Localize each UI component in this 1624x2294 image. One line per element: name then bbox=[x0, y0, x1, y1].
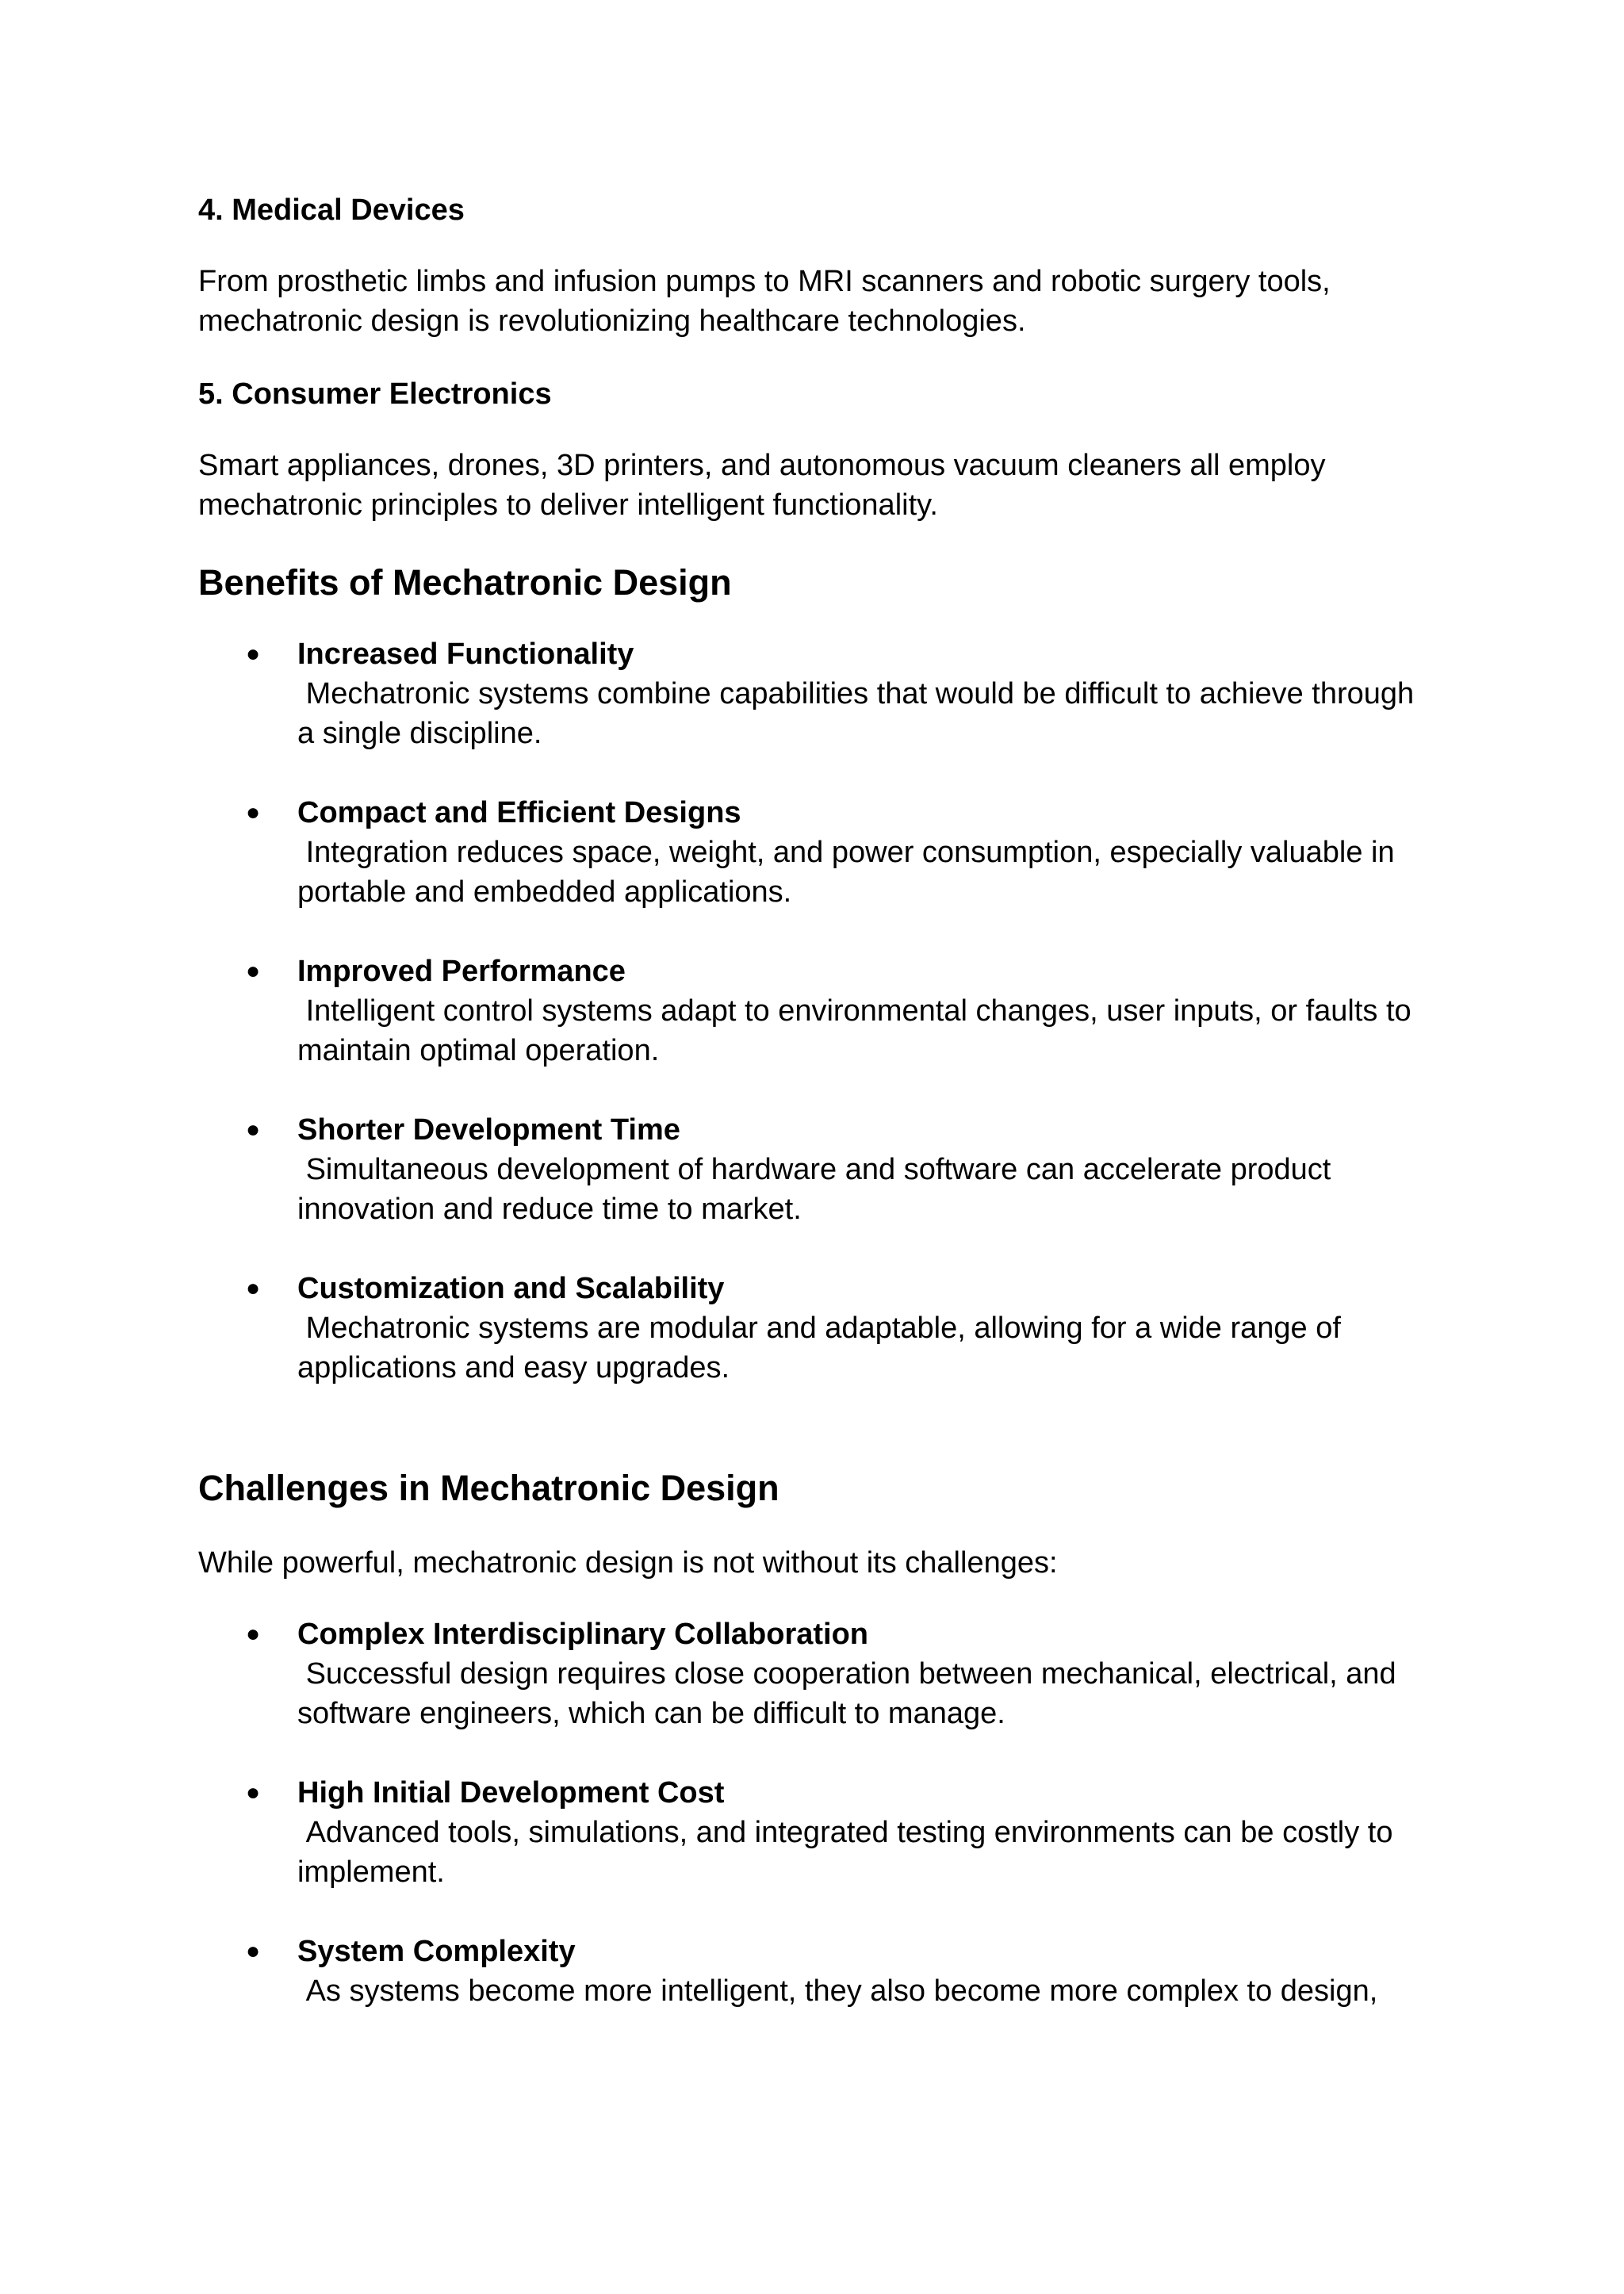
list-item bbox=[198, 1773, 1435, 1892]
benefits-list bbox=[198, 634, 1435, 1388]
consumer-electronics-heading: 5. Consumer Electronics bbox=[198, 377, 552, 411]
challenges-intro: While powerful, mechatronic design is not without its challenges: bbox=[198, 1546, 1058, 1580]
bullet-icon: ● bbox=[246, 1938, 261, 1964]
bullet-icon: ● bbox=[246, 1116, 261, 1143]
list-item bbox=[198, 1110, 1435, 1229]
list-item-text: Mechatronic systems are modular and adaptable, allowing for a wide range of applications and easy upgrades. bbox=[297, 1312, 1350, 1384]
list-item bbox=[198, 793, 1435, 912]
list-item bbox=[198, 1614, 1435, 1733]
list-item-text: Integration reduces space, weight, and power consumption, especially valuable in portable and embedded applications. bbox=[297, 836, 1404, 909]
bullet-icon: ● bbox=[246, 1779, 261, 1806]
list-item-text: Successful design requires close cooperation between mechanical, electrical, and software engineers, which can be difficult to manage. bbox=[297, 1657, 1405, 1730]
medical-devices-heading: 4. Medical Devices bbox=[198, 193, 465, 227]
challenges-list bbox=[198, 1614, 1435, 2011]
list-item-title: Improved Performance bbox=[297, 955, 626, 988]
bullet-icon: ● bbox=[246, 1275, 261, 1301]
list-item-title: Complex Interdisciplinary Collaboration bbox=[297, 1618, 869, 1651]
list-item-title: Customization and Scalability bbox=[297, 1272, 725, 1305]
bullet-icon: ● bbox=[246, 799, 261, 825]
challenges-heading: Challenges in Mechatronic Design bbox=[198, 1468, 779, 1508]
list-item-title: Shorter Development Time bbox=[297, 1113, 680, 1147]
list-item bbox=[198, 1932, 1435, 2011]
list-item-text: As systems become more intelligent, they also become more complex to design, bbox=[297, 1974, 1378, 2008]
list-item-text: Advanced tools, simulations, and integrated testing environments can be costly to implement. bbox=[297, 1816, 1402, 1889]
list-item-text: Simultaneous development of hardware and software can accelerate product innovation and reduce time to market. bbox=[297, 1153, 1339, 1226]
list-item-title: High Initial Development Cost bbox=[297, 1776, 725, 1810]
list-item-title: System Complexity bbox=[297, 1935, 576, 1968]
list-item-text: Intelligent control systems adapt to environmental changes, user inputs, or faults to maintain optimal operation. bbox=[297, 994, 1420, 1067]
document-page bbox=[198, 190, 1435, 2011]
list-item-text: Mechatronic systems combine capabilities that would be difficult to achieve through a single discipline. bbox=[297, 677, 1423, 750]
bullet-icon: ● bbox=[246, 1621, 261, 1647]
list-item-title: Compact and Efficient Designs bbox=[297, 796, 741, 829]
benefits-heading: Benefits of Mechatronic Design bbox=[198, 562, 732, 603]
bullet-icon: ● bbox=[246, 958, 261, 984]
medical-devices-paragraph: From prosthetic limbs and infusion pumps to MRI scanners and robotic surgery tools, mechatronic design is revolutionizing healthcare technologies. bbox=[198, 265, 1331, 338]
list-item bbox=[198, 1269, 1435, 1388]
list-item bbox=[198, 634, 1435, 753]
consumer-electronics-paragraph: Smart appliances, drones, 3D printers, and autonomous vacuum cleaners all employ mechatronic principles to deliver intelligent functionality. bbox=[198, 449, 1326, 522]
list-item-title: Increased Functionality bbox=[297, 638, 634, 671]
list-item bbox=[198, 952, 1435, 1070]
bullet-icon: ● bbox=[246, 641, 261, 667]
